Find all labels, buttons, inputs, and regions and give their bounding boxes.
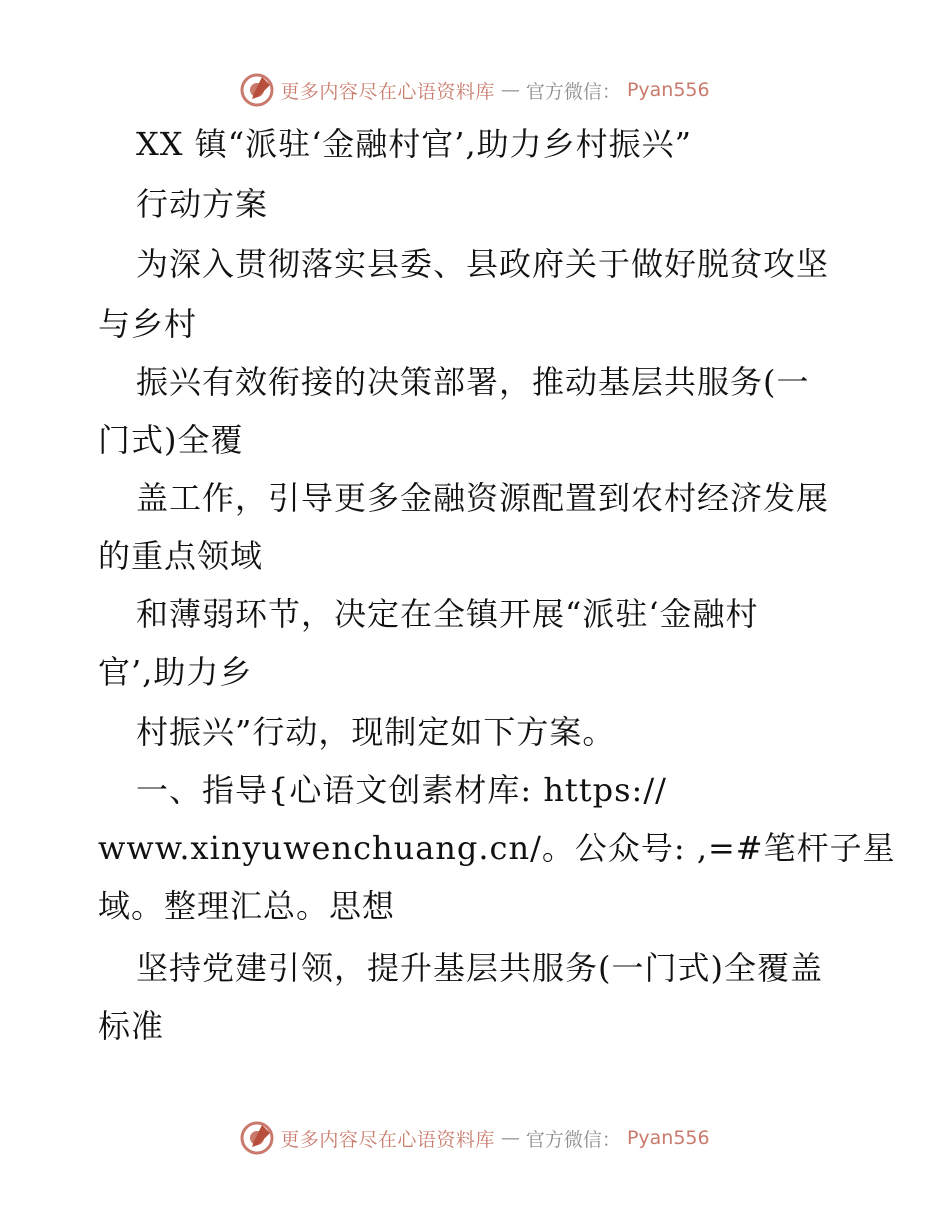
section-heading: 一、指导{心语文创素材库: https:// (136, 771, 667, 809)
paragraph-line: 振兴有效衔接的决策部署，推动基层共服务(一 (136, 363, 810, 401)
paragraph-line: 的重点领域 (98, 537, 264, 575)
banner-text: 更多内容尽在心语资料库 (280, 80, 495, 103)
paragraph-line: 坚持党建引领，提升基层共服务(一门式)全覆盖 (136, 949, 823, 987)
paragraph-line: 盖工作，引导更多金融资源配置到农村经济发展 (136, 479, 830, 517)
logo-icon (240, 73, 274, 107)
paragraph-line: 与乡村 (98, 305, 198, 343)
banner-dash: — (500, 1127, 520, 1149)
paragraph-line: www.xinyuwenchuang.cn/。公众号: ,=#笔杆子星 (98, 829, 896, 867)
paragraph-line: 官’,助力乡 (98, 653, 253, 691)
header-watermark (0, 70, 950, 110)
banner-wechat-id: Pyan556 (626, 1127, 710, 1149)
paragraph-line: 和薄弱环节，决定在全镇开展“派驻‘金融村 (136, 595, 759, 633)
paragraph-line: 标准 (98, 1007, 165, 1045)
paragraph-line: 为深入贯彻落实县委、县政府关于做好脱贫攻坚 (136, 245, 830, 283)
paragraph-line: 村振兴”行动，现制定如下方案。 (136, 713, 616, 751)
document-title: XX 镇“派驻‘金融村官’,助力乡村振兴” (136, 125, 692, 163)
document-subtitle: 行动方案 (136, 185, 269, 223)
banner-wechat-id: Pyan556 (626, 79, 710, 101)
banner-label: 官方微信： (525, 80, 621, 103)
banner-text: 更多内容尽在心语资料库 (280, 1128, 495, 1151)
banner-dash: — (500, 79, 520, 101)
paragraph-line: 域。整理汇总。思想 (98, 887, 396, 925)
logo-icon (240, 1121, 274, 1155)
banner-label: 官方微信： (525, 1128, 621, 1151)
paragraph-line: 门式)全覆 (98, 421, 244, 459)
footer-watermark (0, 1118, 950, 1158)
